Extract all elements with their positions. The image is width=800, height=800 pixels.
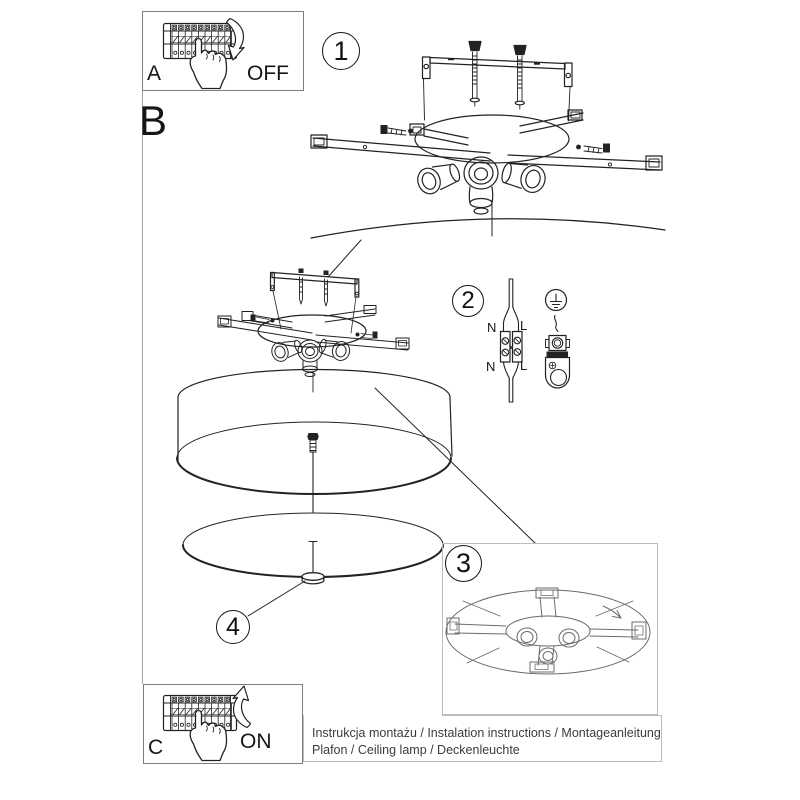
power-on-label: ON [240,730,272,753]
crossbar-arms-small [218,306,409,351]
rod-nut [307,433,318,440]
leader-line-step3 [375,388,535,543]
step-1-number: 1 [333,35,349,66]
ground-clamp [546,336,570,389]
wiring-diagram [501,279,570,402]
ground-wire [555,316,558,332]
step-1-badge [322,32,360,70]
box-a-label: A [147,62,162,85]
ground-symbol-icon [546,290,567,311]
wire-l-top-label: L [520,318,528,333]
ceiling-bar [423,57,573,87]
finial-cap [302,573,324,581]
leader-line-step1 [328,240,361,277]
step-2-badge [452,285,484,317]
caption-line1: Instrukcja montażu / Instalation instructions / Montageanleitung [312,726,661,740]
mounting-screws [469,42,526,110]
diffuser-disc [183,513,443,616]
wire-l-bottom-label: L [520,358,528,373]
drum-shade [177,369,535,543]
caption-line2: Plafon / Ceiling lamp / Deckenleuchte [312,743,520,757]
power-off-label: OFF [247,62,289,85]
leader-line-step4 [248,581,305,616]
ceiling-bar-small [271,269,359,307]
lamp-sockets [414,157,548,214]
terminal-block-left [501,332,511,363]
wire-n-top-label: N [487,320,497,335]
box-c [143,684,303,764]
step1-exploded-assembly [311,42,665,278]
step-2-number: 2 [461,287,475,314]
shade-rim-arc [311,219,665,238]
step-3-number: 3 [455,548,472,578]
wire-n-bottom-label: N [486,359,496,374]
step-3-badge [445,545,482,582]
box-c-label: C [148,736,164,759]
step-4-number: 4 [226,612,240,641]
step-4-badge [216,610,250,644]
section-b-label: B [139,97,168,144]
crossbar-arms [311,110,662,170]
